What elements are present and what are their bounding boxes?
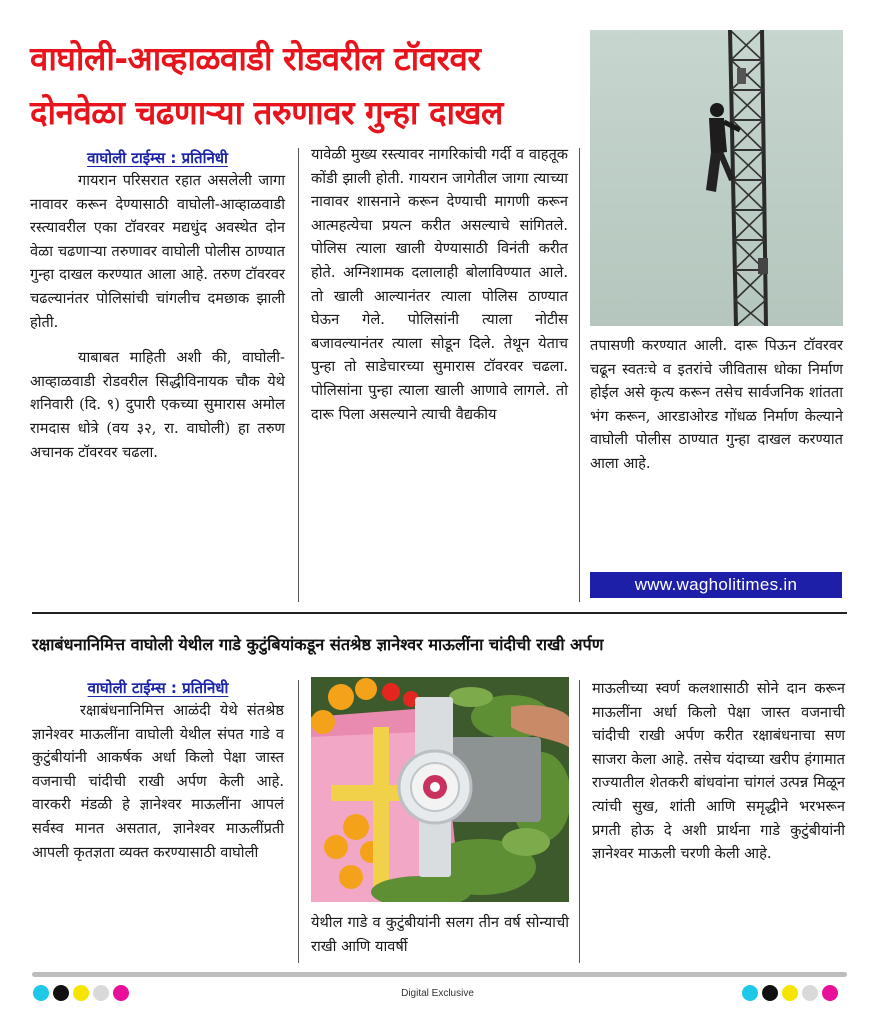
- story2-column-divider-2: [579, 680, 580, 963]
- rakhi-offering-photo: [311, 677, 569, 902]
- registration-dot-magenta: [822, 985, 838, 1001]
- registration-dot-cyan: [33, 985, 49, 1001]
- story1-column-divider-2: [579, 148, 580, 602]
- registration-dot-cyan: [742, 985, 758, 1001]
- story2-column-3-text: माऊलीच्या स्वर्ण कलशासाठी सोने दान करून माऊलींना अर्धा किलो पेक्षा जास्त वजनाची चांदीची राखी अर्पण करीत रक्षाबंधनाचा सण साजरा केला आहे. तसेच यंदाच्या खरीप हंगामात राज्यातील शेतकरी बांधवांना चांगलं उत्पन्न मिळून त्यांची सुख, शांती आणि समृद्धीने भरभरून प्रगती होऊ दे अशी प्रार्थना गाडे कुटुंबीयांनी ज्ञानेश्वर माऊली चरणी केली आहे.: [592, 680, 845, 863]
- story1-column-2-text: यावेळी मुख्य रस्त्यावर नागरिकांची गर्दी व वाहतूक कोंडी झाली होती. गायरान जागेतील जागा त्याच्या नावावर शासनाने करून देण्याची मागणी करून आत्महत्येचा प्रयत्न करीत असल्याचे सांगितले. पोलिस त्याला खाली येण्यासाठी विनंती करीत होते. अग्निशामक दलालाही बोलाविण्यात आले. तो खाली आल्यानंतर त्याला पोलिस ठाण्यात घेऊन गेले. पोलिसांनी त्याला नोटीस बजावल्यानंतर त्याला सोडून दिले. तेथून येताच पुन्हा तो साडेचारच्या सुमारास टॉवरवर चढला. पोलिसांना पुन्हा त्याला खाली आणावे लागले. तो दारू पिला असल्याने त्याची वैद्यकीय: [311, 146, 568, 423]
- story2-column-2: [311, 911, 569, 958]
- registration-dots-left: [33, 985, 129, 1001]
- story1-column-divider-1: [298, 148, 299, 602]
- registration-dot-yellow: [782, 985, 798, 1001]
- story1-column-3: [590, 334, 843, 476]
- story2-column-1-text: रक्षाबंधनानिमित्त आळंदी येथे संतश्रेष्ठ ज्ञानेश्वर माऊलींना वाघोली येथील संपत गाडे व कुटुंबीयांनी आकर्षक अर्धा किलो पेक्षा जास्त वजनाची चांदीची राखी अर्पण केली आहे. वारकरी मंडळी हे ज्ञानेश्वर माऊलींना आपलं सर्वस्व मानत असतात, ज्ञानेश्वर माऊलींप्रती आपली कृतज्ञता व्यक्त करण्यासाठी वाघोली: [32, 702, 284, 861]
- story2-headline: रक्षाबंधनानिमित्त वाघोली येथील गाडे कुटुंबियांकडून संतश्रेष्ठ ज्ञानेश्वर माऊलींना चांदीची राखी अर्पण: [32, 635, 604, 654]
- registration-dot-grey: [802, 985, 818, 1001]
- story2-column-1: [32, 677, 284, 864]
- story1-paragraph-1: गायरान परिसरात रहात असलेली जागा नावावर करून देण्यासाठी वाघोली-आव्हाळवाडी रस्त्यावरील एका टॉवरवर मद्यधुंद अवस्थेत दोन वेळा चढणाऱ्या तरुणावर वाघोली पोलीस ठाण्यात गुन्हा दाखल करण्यात आला आहे. तरुण टॉवरवर चढल्यानंतर पोलिसांची चांगलीच दमछाक झाली होती.: [30, 172, 285, 331]
- story2-column-3: [592, 677, 845, 866]
- registration-dot-yellow: [73, 985, 89, 1001]
- registration-dots-right: [742, 985, 838, 1001]
- footer-bar: [32, 972, 847, 977]
- story1-byline: वाघोली टाईम्स : प्रतिनिधी: [87, 149, 228, 167]
- section-divider: [32, 612, 847, 614]
- story2-column-divider-1: [298, 680, 299, 963]
- registration-dot-black: [53, 985, 69, 1001]
- story1-headline-line1: वाघोली-आव्हाळवाडी रोडवरील टॉवरवर: [30, 39, 481, 78]
- story1-paragraph-2: याबाबत माहिती अशी की, वाघोली-आव्हाळवाडी रोडवरील सिद्धीविनायक चौक येथे शनिवारी (दि. ९) दुपारी एकच्या सुमारास अमोल रामदास धोत्रे (वय ३२, रा. वाघोली) हा तरुण अचानक टॉवरवर चढला.: [30, 349, 285, 461]
- registration-dot-grey: [93, 985, 109, 1001]
- story1-column-3-text: तपासणी करण्यात आली. दारू पिऊन टॉवरवर चढून स्वतःचे व इतरांचे जीवितास धोका निर्माण होईल असे कृत्य करून तसेच सार्वजनिक शांतता भंग करून, आरडाओरड गोंधळ निर्माण केल्याने वाघोली पोलीस ठाण्यात गुन्हा दाखल करण्यात आला आहे.: [590, 337, 843, 472]
- story1-headline: [30, 32, 585, 140]
- registration-dot-magenta: [113, 985, 129, 1001]
- story2-column-2-text: येथील गाडे व कुटुंबीयांनी सलग तीन वर्ष सोन्याची राखी आणि यावर्षी: [311, 914, 569, 955]
- website-link[interactable]: www.wagholitimes.in: [590, 572, 842, 598]
- story1-column-2: [311, 143, 568, 426]
- registration-dot-black: [762, 985, 778, 1001]
- story1-column-1: [30, 147, 285, 464]
- story1-headline-line2: दोनवेळा चढणाऱ्या तरुणावर गुन्हा दाखल: [30, 93, 503, 132]
- tower-photo: [590, 30, 843, 326]
- footer-label: Digital Exclusive: [401, 988, 474, 999]
- story2-byline: वाघोली टाईम्स : प्रतिनिधी: [87, 679, 229, 697]
